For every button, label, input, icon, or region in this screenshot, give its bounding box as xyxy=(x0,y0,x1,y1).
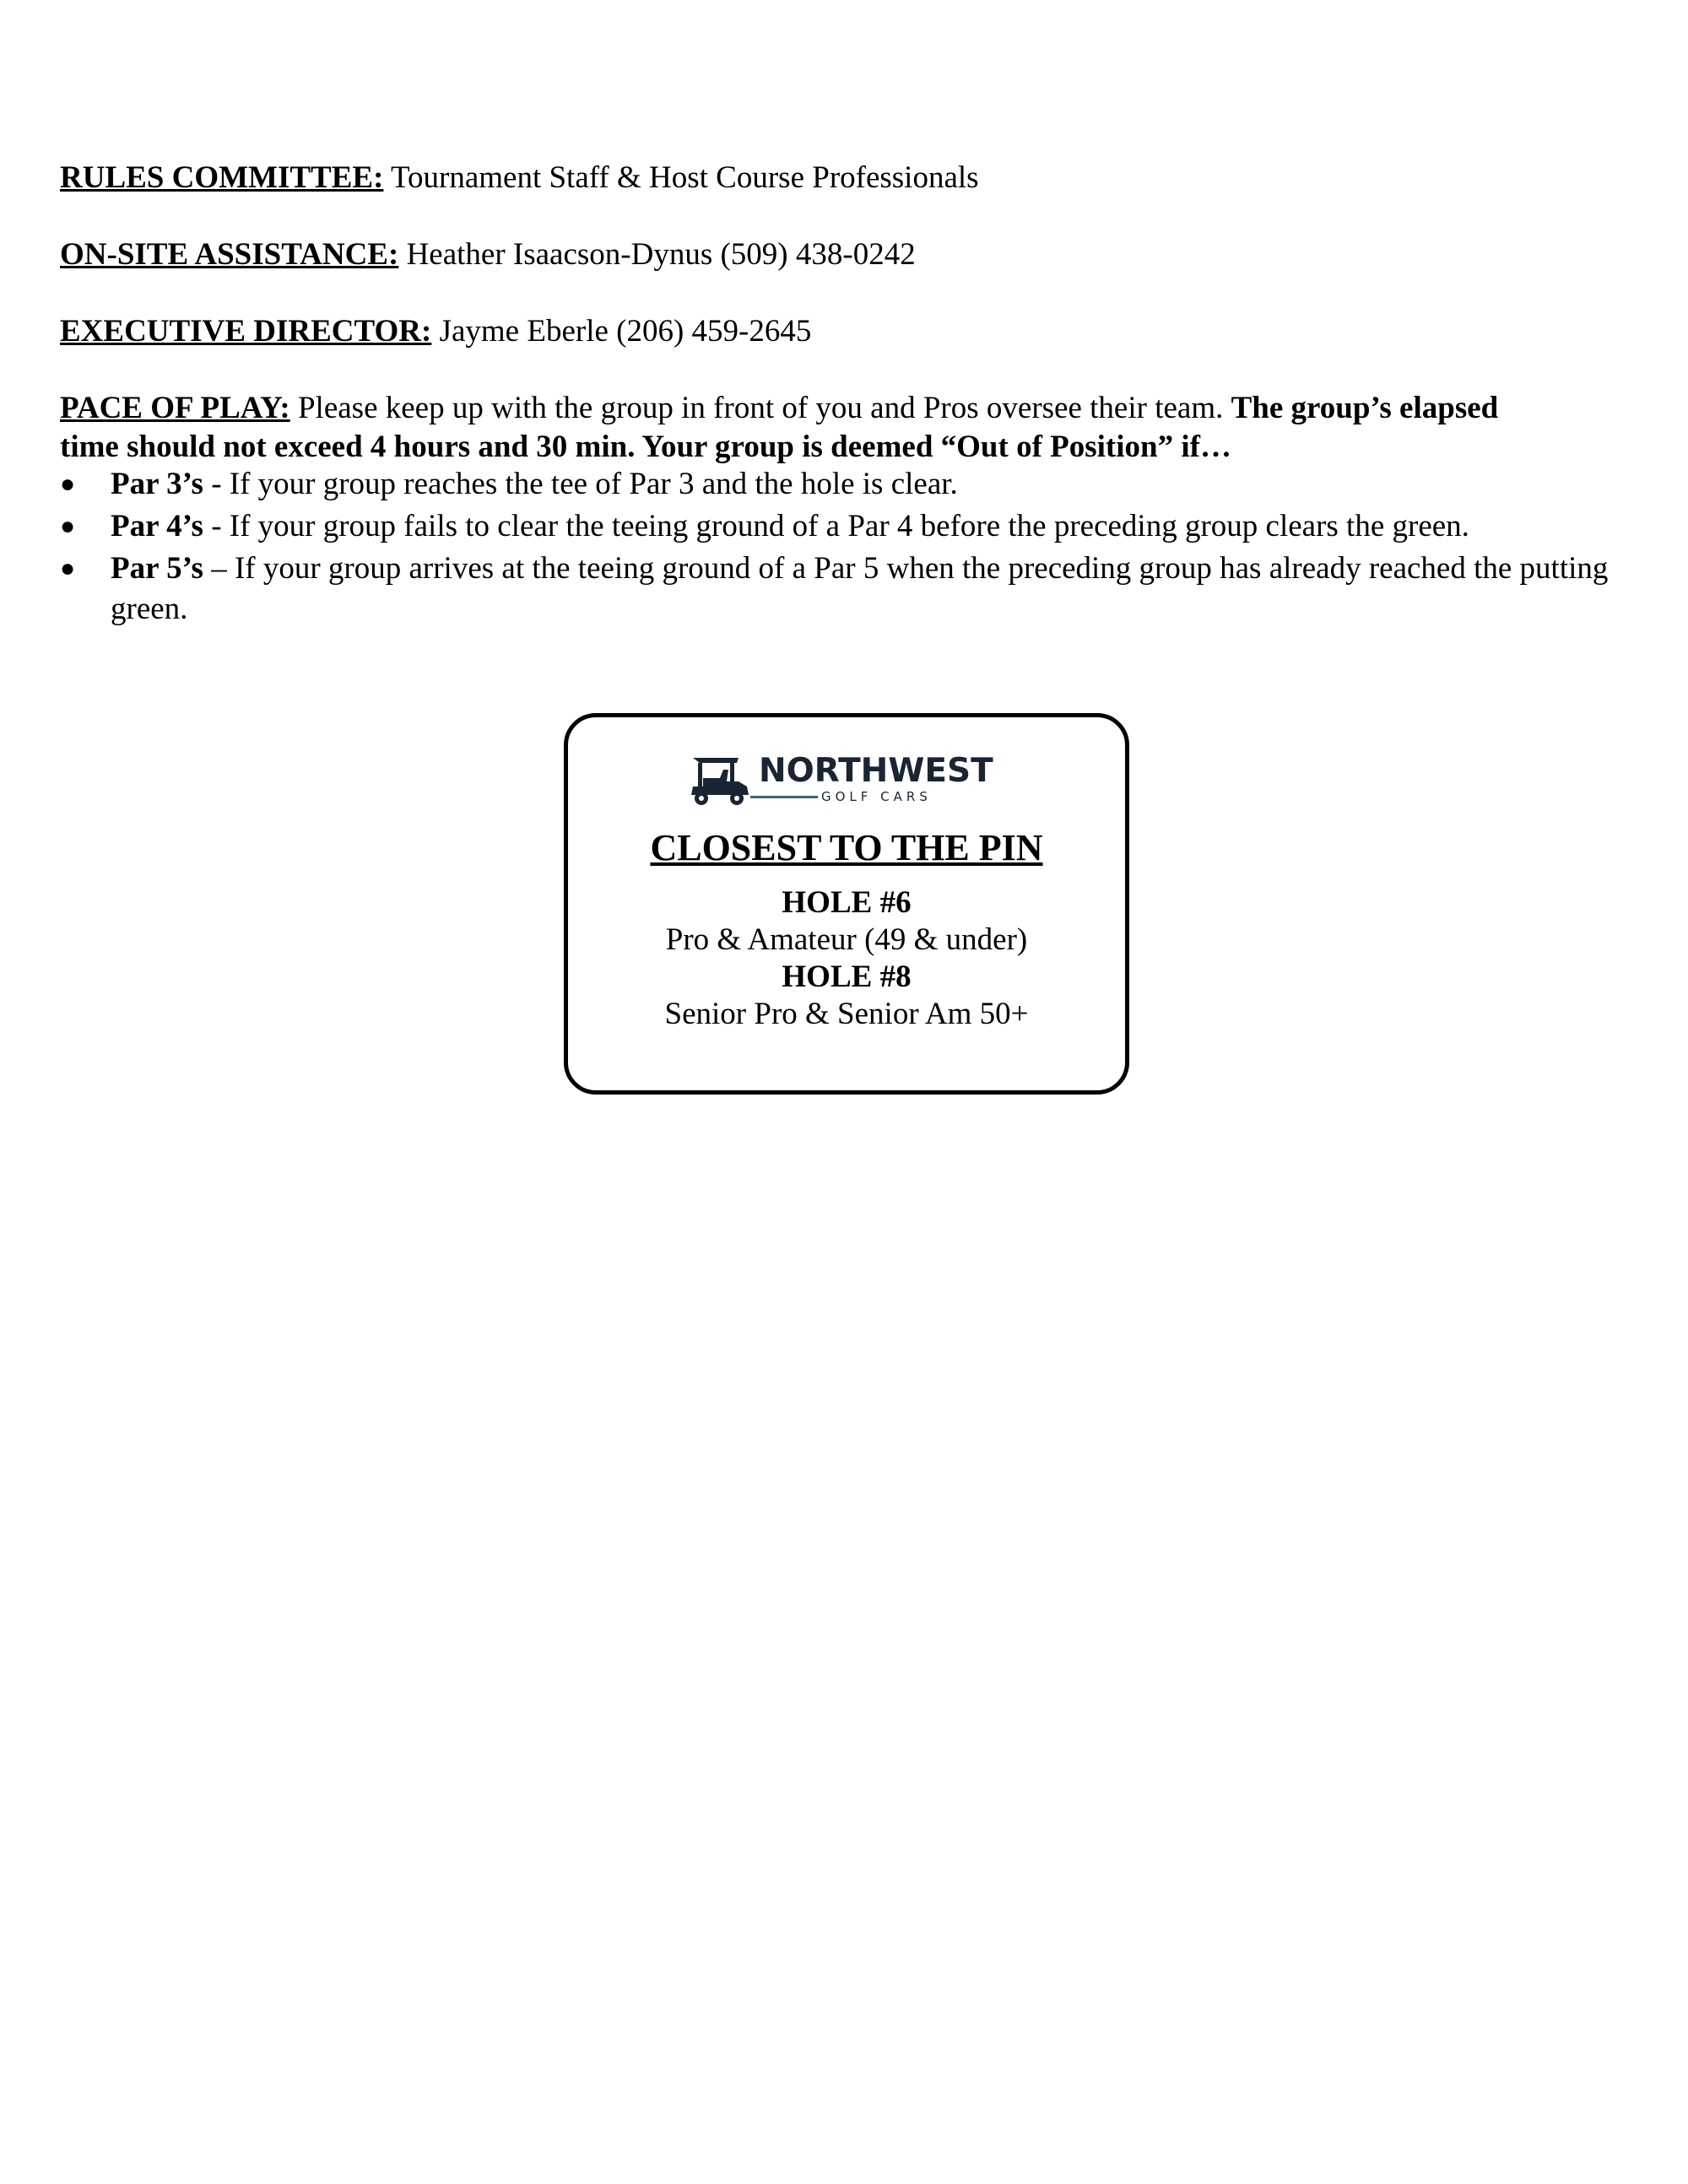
onsite-assistance-label: ON-SITE ASSISTANCE: xyxy=(60,237,399,272)
logo-brand: NORTHWEST xyxy=(759,752,993,790)
bullet-text: - If your group reaches the tee of Par 3 and the hole is clear. xyxy=(203,467,958,501)
bullet-dot: ● xyxy=(60,554,76,582)
bullet-term: Par 5’s xyxy=(111,551,203,586)
executive-director-label: EXECUTIVE DIRECTOR: xyxy=(60,314,432,349)
executive-director-line xyxy=(60,312,1630,351)
onsite-assistance-value: Heather Isaacson-Dynus (509) 438-0242 xyxy=(398,237,916,272)
hole-6-desc: Pro & Amateur (49 & under) xyxy=(665,922,1028,957)
rules-committee-value: Tournament Staff & Host Course Professionals xyxy=(383,160,979,195)
hole-8-heading: HOLE #8 xyxy=(782,960,912,994)
bullet-term: Par 4’s xyxy=(111,509,203,543)
pace-of-play-label: PACE OF PLAY: xyxy=(60,391,290,425)
bullet-text: – If your group arrives at the teeing ground of a Par 5 when the preceding group has already reached the putting green. xyxy=(111,551,1609,626)
closest-to-pin-title: CLOSEST TO THE PIN xyxy=(650,827,1043,868)
pace-of-play-text: Please keep up with the group in front of you and Pros oversee their team. xyxy=(289,391,1231,425)
pace-of-play-line xyxy=(60,389,1630,428)
pace-of-play-bold-1: The group’s elapsed xyxy=(1231,391,1499,425)
rules-committee-line xyxy=(60,159,1630,197)
executive-director-value: Jayme Eberle (206) 459-2645 xyxy=(431,314,812,349)
hole-8-desc: Senior Pro & Senior Am 50+ xyxy=(664,997,1029,1031)
hole-6-heading: HOLE #6 xyxy=(782,885,912,920)
pace-of-play-bold-2: time should not exceed 4 hours and 30 min. Your group is deemed “Out of Position” if… xyxy=(60,430,1231,464)
bullet-dot: ● xyxy=(60,512,76,540)
northwest-golf-cars-logo xyxy=(686,751,1024,819)
logo-rule xyxy=(750,796,818,798)
closest-to-pin-box xyxy=(564,713,1129,1095)
logo-sub: GOLF CARS xyxy=(821,789,932,804)
bullet-text: - If your group fails to clear the teeing ground of a Par 4 before the preceding group clears the green. xyxy=(203,509,1469,543)
rules-committee-label: RULES COMMITTEE: xyxy=(60,160,384,195)
bullet-term: Par 3’s xyxy=(111,467,203,501)
golf-cart-icon xyxy=(686,753,754,808)
onsite-assistance-line xyxy=(60,235,1630,274)
bullet-dot: ● xyxy=(60,470,76,498)
